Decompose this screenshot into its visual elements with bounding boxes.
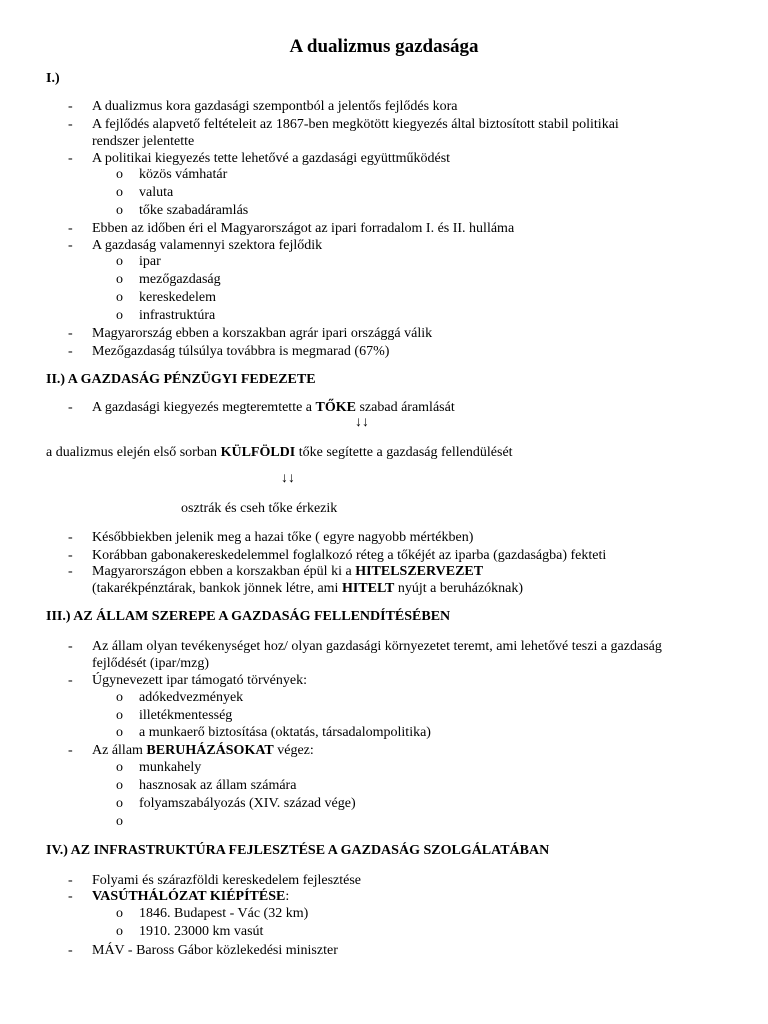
list-item-continuation: fejlődését (ipar/mzg) — [92, 656, 210, 671]
section-1-heading: I.) — [46, 71, 60, 86]
bullet-marker: o — [116, 760, 123, 775]
dash-marker: - — [68, 344, 73, 359]
section-3-heading: III.) AZ ÁLLAM SZEREPE A GAZDASÁG FELLENDÍTÉSÉBEN — [46, 609, 451, 624]
bullet-marker: o — [116, 906, 123, 921]
bullet-marker: o — [116, 708, 123, 723]
dash-marker: - — [68, 99, 73, 114]
bullet-marker: o — [116, 778, 123, 793]
dash-marker: - — [68, 873, 73, 888]
document-page: A dualizmus gazdasága I.) - A dualizmus kora gazdasági szempontból a jelentős fejlődés kora - A fejlődés alapvető feltételeit az 1867-ben megkötött kiegyezés által biztosított stabil politikai rendszer jelentette - A politikai kiegyezés tette lehetővé a gazdasági együttműködést o közös vámhatár o valuta o tőke szabadáramlás - Ebben az időben éri el Magyarországot az ipari forradalom I. és II. hulláma - A gazdaság valamennyi szektora fejlődik o ipar o mezőgazdaság o kereskedelem o infrastruktúra - Magyarország ebben a korszakban agrár ipari országgá válik - Mezőgazdaság túlsúlya továbbra is megmarad (67%) II.) A GAZDASÁG PÉNZÜGYI FEDEZETE - A gazdasági kiegyezés megteremtette a TŐKE szabad áramlását ↓↓ a dualizmus elején első sorban KÜLFÖLDI tőke segítette a gazdaság fellendülését ↓↓ osztrák és cseh tőke érkezik - Későbbiekben jelenik meg a hazai tőke ( egyre nagyobb mértékben) - Korábban gabonakereskedelemmel foglalkozó réteg a tőkéjét az iparba (gazdaságba) fekteti - Magyarországon ebben a korszakban épül ki a HITELSZERVEZET (takarékpénztárak, bankok jönnek létre, ami HITELT nyújt a beruházóknak) III.) AZ ÁLLAM SZEREPE A GAZDASÁG FELLENDÍTÉSÉBEN - Az állam olyan tevékenységet hoz/ olyan gazdasági környezetet teremt, ami lehetővé teszi a gazdaság fejlődését (ipar/mzg) - Úgynevezett ipar támogató törvények: o adókedvezmények o illetékmentesség o a munkaerő biztosítása (oktatás, társadalompolitika) - Az állam BERUHÁZÁSOKAT végez: o munkahely o hasznosak az állam számára o folyamszabályozás (XIV. század vége) o IV.) AZ INFRASTRUKTÚRA FEJLESZTÉSE A GAZDASÁG SZOLGÁLATÁBAN - Folyami és szárazföldi kereskedelem fejlesztése - VASÚTHÁLÓZAT KIÉPÍTÉSE: o 1846. Budapest - Vác (32 km) o 1910. 23000 km vasút - MÁV - Baross Gábor közlekedési miniszter — [0, 0, 768, 1024]
down-arrows: ↓↓ — [355, 415, 369, 430]
section-4-heading: IV.) AZ INFRASTRUKTÚRA FEJLESZTÉSE A GAZDASÁG SZOLGÁLATÁBAN — [46, 843, 550, 858]
dash-marker: - — [68, 943, 73, 958]
dash-marker: - — [68, 564, 73, 579]
dash-marker: - — [68, 743, 73, 758]
bullet-marker: o — [116, 290, 123, 305]
bullet-marker: o — [116, 725, 123, 740]
dash-marker: - — [68, 151, 73, 166]
dash-marker: - — [68, 326, 73, 341]
bullet-marker: o — [116, 814, 123, 829]
bullet-marker: o — [116, 254, 123, 269]
dash-marker: - — [68, 889, 73, 904]
list-item-continuation: (takarékpénztárak, bankok jönnek létre, ami HITELT nyújt a beruházóknak) — [92, 581, 524, 596]
dash-marker: - — [68, 673, 73, 688]
dash-marker: - — [68, 117, 73, 132]
down-arrows: ↓↓ — [281, 471, 295, 486]
section-2-heading: II.) A GAZDASÁG PÉNZÜGYI FEDEZETE — [46, 372, 316, 387]
page-title: A dualizmus gazdasága — [289, 36, 479, 57]
dash-marker: - — [68, 530, 73, 545]
dash-marker: - — [68, 238, 73, 253]
bullet-marker: o — [116, 690, 123, 705]
bullet-marker: o — [116, 924, 123, 939]
bullet-marker: o — [116, 308, 123, 323]
dash-marker: - — [68, 221, 73, 236]
bullet-marker: o — [116, 167, 123, 182]
bullet-marker: o — [116, 272, 123, 287]
paragraph: a dualizmus elején első sorban KÜLFÖLDI tőke segítette a gazdaság fellendülését — [46, 445, 513, 460]
dash-marker: - — [68, 639, 73, 654]
dash-marker: - — [68, 548, 73, 563]
bullet-marker: o — [116, 185, 123, 200]
list-item-continuation: rendszer jelentette — [92, 134, 195, 149]
paragraph: osztrák és cseh tőke érkezik — [181, 501, 338, 516]
bullet-marker: o — [116, 796, 123, 811]
bullet-marker: o — [116, 203, 123, 218]
dash-marker: - — [68, 400, 73, 415]
